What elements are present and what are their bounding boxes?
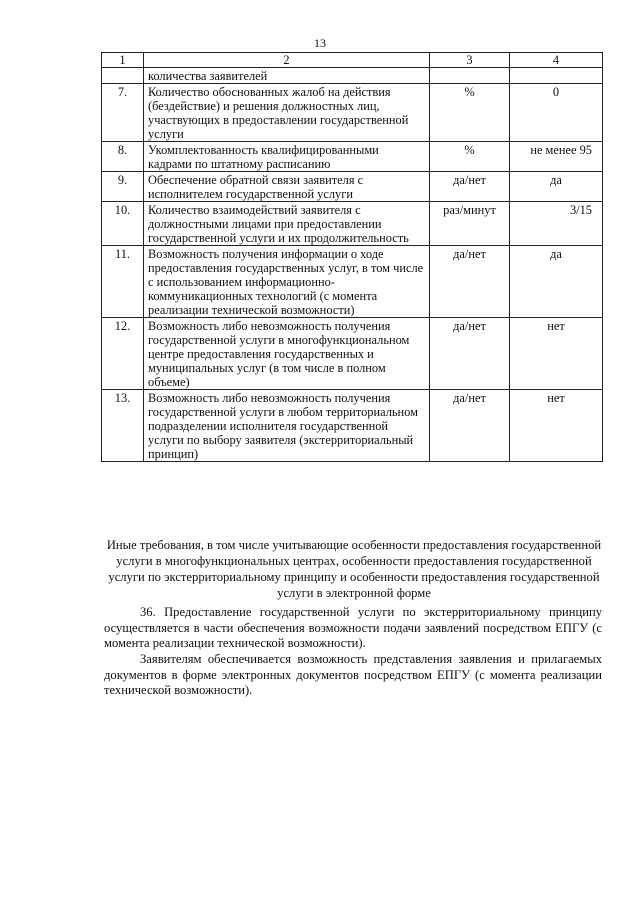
- row-unit: [430, 68, 510, 84]
- header-cell: 1: [102, 53, 144, 68]
- table-row: [102, 202, 603, 246]
- row-number: 8.: [102, 142, 144, 172]
- row-number: 13.: [102, 390, 144, 462]
- paragraph-36: [104, 605, 602, 652]
- row-value: да: [510, 246, 603, 318]
- page-number: 13: [314, 36, 326, 50]
- table-row: [102, 84, 603, 142]
- row-indicator: Количество взаимодействий заявителя с должностными лицами при предоставлении государственной услуги и их продолжительность: [144, 202, 430, 246]
- section-heading: Иные требования, в том числе учитывающие особенности предоставления государственной услуги в многофункциональных центрах, особенности предоставления государственной услуги по экстерриториальному принципу и особенности предоставления государственной услуги в электронной форме: [106, 538, 602, 600]
- row-number: [102, 68, 144, 84]
- row-unit: да/нет: [430, 246, 510, 318]
- header-cell: 3: [430, 53, 510, 68]
- row-indicator: Укомплектованность квалифицированными кадрами по штатному расписанию: [144, 142, 430, 172]
- table-row: [102, 390, 603, 462]
- table-row: [102, 318, 603, 390]
- table-row: [102, 142, 603, 172]
- row-value: [510, 68, 603, 84]
- header-cell: 2: [144, 53, 430, 68]
- header-cell: 4: [510, 53, 603, 68]
- row-value: нет: [510, 390, 603, 462]
- row-unit: раз/минут: [430, 202, 510, 246]
- row-indicator: Возможность либо невозможность получения государственной услуги в многофункциональном центре предоставления государственных и муниципальных услуг (в том числе в полном объеме): [144, 318, 430, 390]
- row-value: 0: [510, 84, 603, 142]
- paragraph-applicants: [104, 652, 602, 699]
- row-number: 11.: [102, 246, 144, 318]
- row-indicator: Обеспечение обратной связи заявителя с исполнителем государственной услуги: [144, 172, 430, 202]
- row-number: 10.: [102, 202, 144, 246]
- row-indicator: Возможность либо невозможность получения государственной услуги в любом территориальном подразделении исполнителя государственной услуги по выбору заявителя (экстерриториальный принцип): [144, 390, 430, 462]
- paragraph-text: Заявителям обеспечивается возможность представления заявления и прилагаемых документов в форме электронных документов посредством ЕПГУ (с момента реализации технической возможности).: [104, 652, 602, 698]
- row-value: 3/15: [510, 202, 603, 246]
- row-number: 12.: [102, 318, 144, 390]
- row-number: 9.: [102, 172, 144, 202]
- row-unit: %: [430, 84, 510, 142]
- table-row: [102, 172, 603, 202]
- row-unit: %: [430, 142, 510, 172]
- table-header-row: [102, 53, 603, 68]
- row-unit: да/нет: [430, 172, 510, 202]
- indicators-table: [101, 52, 603, 462]
- paragraph-text: 36. Предоставление государственной услуги по экстерриториальному принципу осуществляется в части обеспечения возможности подачи заявлений посредством ЕПГУ (с момента реализации технической возможности).: [104, 605, 602, 651]
- row-number: 7.: [102, 84, 144, 142]
- table-row: [102, 246, 603, 318]
- row-indicator: Количество обоснованных жалоб на действия (бездействие) и решения должностных лиц, участвующих в предоставлении государственной услуги: [144, 84, 430, 142]
- row-unit: да/нет: [430, 318, 510, 390]
- row-value: да: [510, 172, 603, 202]
- row-indicator: количества заявителей: [144, 68, 430, 84]
- table-row: [102, 68, 603, 84]
- row-indicator: Возможность получения информации о ходе предоставления государственных услуг, в том числе с использованием информационно-коммуникационных технологий (с момента реализации технической возможности): [144, 246, 430, 318]
- row-value: нет: [510, 318, 603, 390]
- row-unit: да/нет: [430, 390, 510, 462]
- row-value: не менее 95: [510, 142, 603, 172]
